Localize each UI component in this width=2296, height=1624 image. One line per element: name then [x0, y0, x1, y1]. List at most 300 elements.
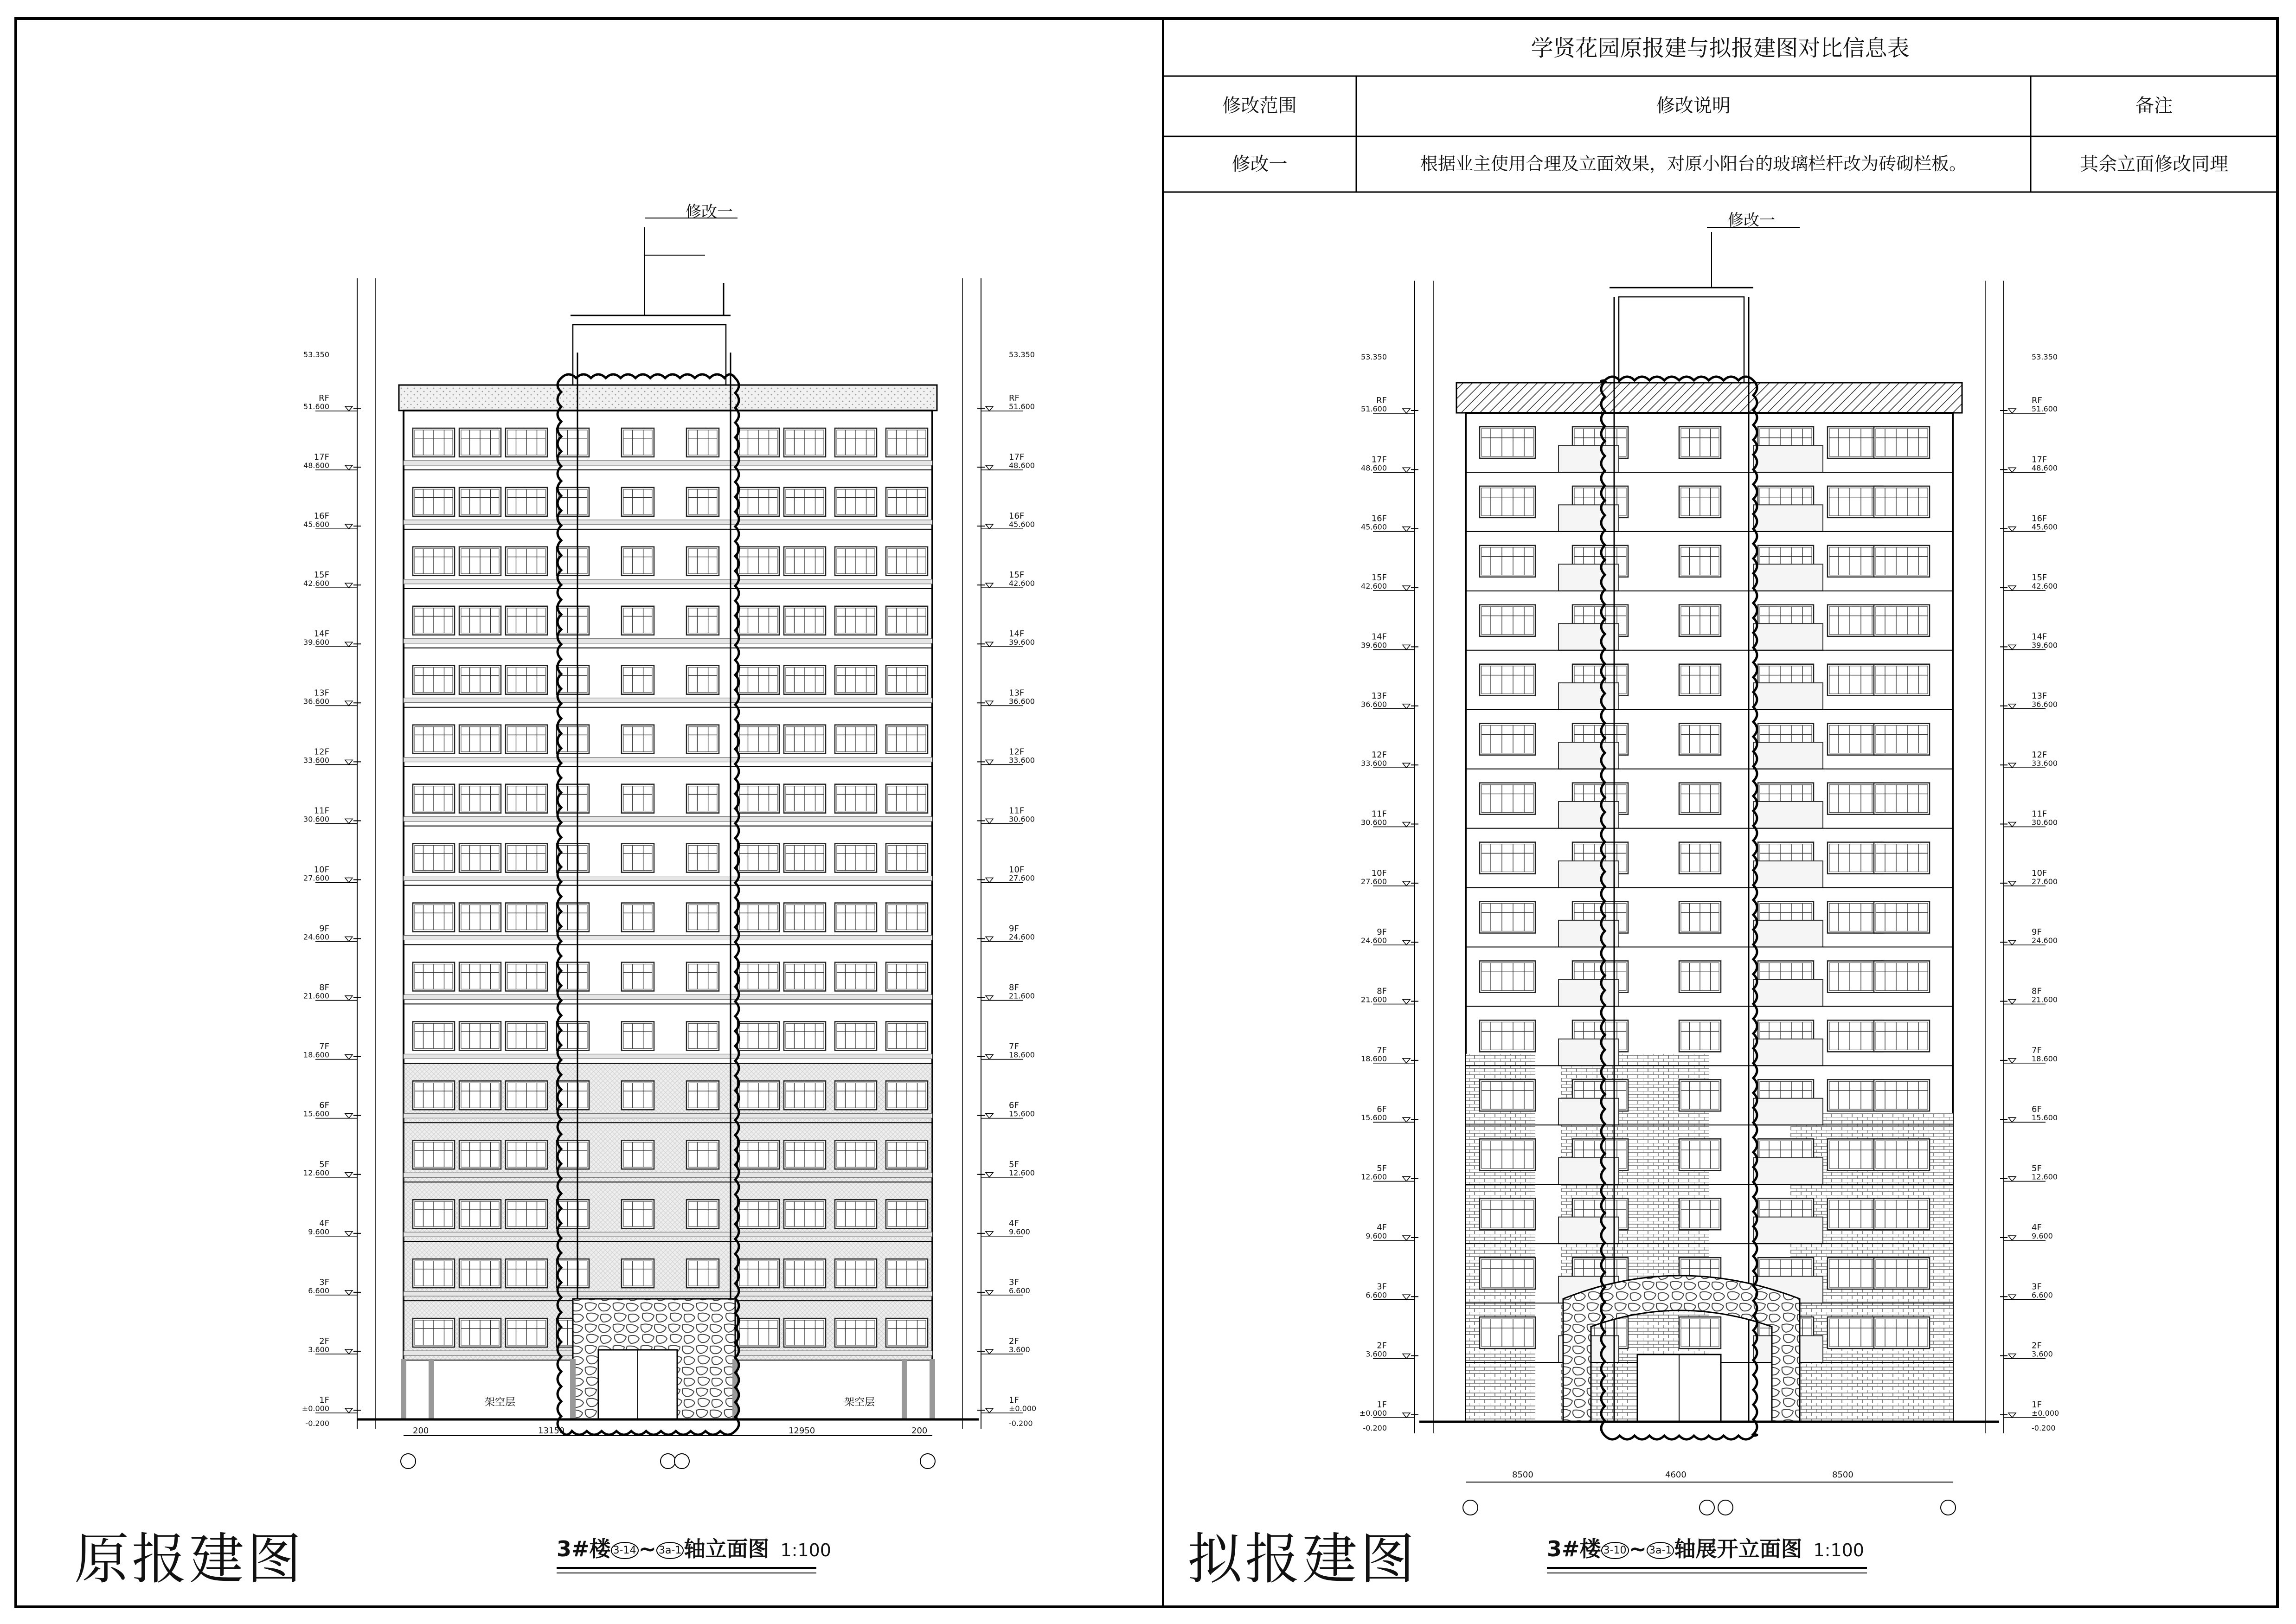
brick-balcony-parapet	[1558, 861, 1619, 888]
level-triangle	[986, 996, 993, 1001]
floor-level-label: 48.600	[2032, 463, 2058, 473]
floor-level-label: 42.600	[303, 579, 329, 588]
level-triangle	[1403, 704, 1410, 709]
window	[622, 547, 654, 576]
brick-balcony-parapet	[1558, 445, 1619, 472]
floor-level-label: 15.600	[1009, 1109, 1035, 1118]
window	[686, 1259, 719, 1288]
level-triangle	[2008, 1413, 2016, 1418]
floor-level-label: 24.600	[1009, 932, 1035, 942]
level-triangle	[2008, 881, 2016, 886]
level-triangle	[345, 760, 353, 764]
floor-name-label: 7F	[1009, 1041, 1019, 1052]
window	[622, 1200, 654, 1228]
floor-level-label: 9.600	[2032, 1231, 2053, 1240]
floor-name-label: 16F	[314, 511, 329, 521]
floor-name-label: RF	[1376, 396, 1387, 405]
floor-level-label: 33.600	[1009, 756, 1035, 765]
window	[1874, 605, 1930, 636]
caption-prefix: 3#楼	[557, 1536, 611, 1561]
floor-name-label: 8F	[1377, 986, 1387, 996]
floor-name-label: 14F	[2032, 632, 2047, 642]
level-triangle	[1403, 1354, 1410, 1359]
brick-balcony-parapet	[1753, 445, 1823, 472]
axis-bubble	[401, 1454, 416, 1469]
floor-level-label: 51.600	[303, 402, 329, 411]
brick-balcony-parapet	[1753, 920, 1823, 947]
stilt-column	[902, 1359, 907, 1419]
caption-prefix: 3#楼	[1547, 1536, 1601, 1561]
stilt-column	[930, 1359, 935, 1419]
floor-band	[404, 1232, 932, 1237]
level-triangle	[2008, 409, 2016, 413]
floor-level-label: 39.600	[2032, 641, 2058, 650]
axis-bubble	[1700, 1500, 1714, 1515]
window	[1480, 1139, 1535, 1170]
floor-level-label: 39.600	[1361, 641, 1387, 650]
floor-name-label: RF	[319, 393, 329, 403]
floor-level-label: 42.600	[1361, 582, 1387, 591]
floor-name-label: 13F	[1371, 691, 1387, 701]
level-triangle	[345, 1114, 353, 1118]
floor-level-label: 33.600	[2032, 759, 2058, 768]
level-triangle	[345, 583, 353, 588]
floor-band	[404, 520, 932, 525]
level-triangle	[345, 1055, 353, 1059]
right-panel-title: 拟报建图	[1187, 1527, 1418, 1591]
floor-name-label: 15F	[1009, 570, 1025, 580]
window	[1874, 961, 1930, 992]
floor-level-label: ±0.000	[1359, 1409, 1387, 1418]
window	[1874, 1258, 1930, 1289]
floor-level-label: 42.600	[1009, 579, 1035, 588]
floor-band	[404, 1054, 932, 1059]
floor-name-label: 8F	[2032, 986, 2042, 996]
floor-name-label: 3F	[319, 1277, 329, 1287]
floor-level-label: 12.600	[303, 1168, 329, 1177]
brick-balcony-parapet	[1753, 505, 1823, 532]
window	[686, 903, 719, 932]
floor-level-label: 45.600	[303, 520, 329, 529]
brick-balcony-parapet	[1558, 683, 1619, 710]
level-triangle	[986, 524, 993, 529]
brick-balcony-parapet	[1753, 861, 1823, 888]
stilt-column	[429, 1359, 434, 1419]
floor-name-label: 9F	[1377, 927, 1387, 937]
floor-level-label: 3.600	[1009, 1345, 1030, 1354]
level-triangle	[345, 1349, 353, 1354]
floor-name-label: 5F	[1377, 1163, 1387, 1174]
ground-level-label: -0.200	[305, 1419, 329, 1428]
ground-level-label: -0.200	[2032, 1424, 2056, 1432]
floor-name-label: RF	[2032, 396, 2042, 405]
floor-level-label: 12.600	[2032, 1172, 2058, 1181]
level-triangle	[986, 1055, 993, 1059]
window	[1874, 1020, 1930, 1052]
floor-level-label: 30.600	[1009, 815, 1035, 824]
floor-name-label: 7F	[319, 1041, 329, 1052]
left-panel-title: 原报建图	[74, 1527, 305, 1591]
floor-name-label: 6F	[1009, 1100, 1019, 1110]
floor-level-label: 21.600	[303, 991, 329, 1001]
window	[1874, 486, 1930, 518]
axis-b: 3a-1	[656, 1542, 684, 1559]
axis-a: 3-10	[1601, 1542, 1629, 1559]
floor-band	[404, 1291, 932, 1296]
floor-level-label: 9.600	[1366, 1231, 1387, 1240]
level-triangle	[345, 524, 353, 529]
floor-level-label: 9.600	[308, 1227, 329, 1236]
level-triangle	[1403, 881, 1410, 886]
brick-balcony-parapet	[1558, 802, 1619, 828]
top-level-label: 53.350	[1361, 353, 1387, 361]
floor-level-label: 15.600	[303, 1109, 329, 1118]
level-triangle	[2008, 940, 2016, 945]
window	[1480, 1198, 1535, 1230]
floor-level-label: 3.600	[1366, 1349, 1387, 1359]
level-triangle	[345, 1290, 353, 1295]
level-triangle	[986, 406, 993, 411]
window	[1480, 1258, 1535, 1289]
window	[622, 1259, 654, 1288]
floor-name-label: 4F	[2032, 1222, 2042, 1232]
window	[622, 903, 654, 932]
level-triangle	[345, 819, 353, 823]
level-triangle	[986, 760, 993, 764]
floor-name-label: 6F	[2032, 1104, 2042, 1115]
window	[622, 1081, 654, 1110]
level-triangle	[2008, 1236, 2016, 1240]
window	[686, 1021, 719, 1050]
floor-name-label: 4F	[1009, 1218, 1019, 1228]
floor-name-label: 1F	[2032, 1400, 2042, 1410]
level-triangle	[1403, 645, 1410, 649]
floor-name-label: 17F	[1371, 455, 1387, 465]
floor-name-label: 13F	[314, 688, 329, 698]
floor-name-label: 12F	[1009, 747, 1025, 757]
floor-level-label: 33.600	[1361, 759, 1387, 768]
brick-balcony-parapet	[1558, 505, 1619, 532]
bottom-dim: 8500	[1832, 1470, 1853, 1480]
floor-level-label: 36.600	[303, 697, 329, 706]
floor-level-label: 6.600	[308, 1286, 329, 1295]
brick-balcony-parapet	[1753, 802, 1823, 828]
window	[622, 1140, 654, 1169]
floor-level-label: 24.600	[1361, 936, 1387, 945]
window	[1874, 1079, 1930, 1111]
window	[686, 844, 719, 873]
brick-balcony-parapet	[1558, 1039, 1619, 1066]
caption-scale: 1:100	[780, 1540, 831, 1560]
level-triangle	[345, 406, 353, 411]
window	[686, 1140, 719, 1169]
level-triangle	[1403, 1295, 1410, 1299]
brick-balcony-parapet	[1558, 623, 1619, 650]
roof-tile-band	[1456, 383, 1962, 413]
floor-name-label: 6F	[319, 1100, 329, 1110]
brick-balcony-parapet	[1558, 1158, 1619, 1185]
floor-level-label: 24.600	[2032, 936, 2058, 945]
level-triangle	[1403, 1413, 1410, 1418]
ground-level-label: -0.200	[1363, 1424, 1387, 1432]
floor-level-label: 6.600	[2032, 1290, 2053, 1300]
floor-level-label: 33.600	[303, 756, 329, 765]
axis-bubble	[674, 1454, 689, 1469]
floor-name-label: 6F	[1377, 1104, 1387, 1115]
bottom-dim: 200	[413, 1426, 429, 1436]
level-triangle	[1403, 1236, 1410, 1240]
level-triangle	[986, 937, 993, 942]
floor-level-label: ±0.000	[1009, 1404, 1037, 1413]
window	[1874, 546, 1930, 577]
floor-level-label: 18.600	[303, 1050, 329, 1059]
window	[1874, 664, 1930, 696]
floor-name-label: 12F	[2032, 750, 2047, 760]
bottom-dim: 13150	[538, 1426, 565, 1436]
floor-band	[404, 698, 932, 703]
floor-level-label: 18.600	[1361, 1054, 1387, 1063]
left-caption-underline	[557, 1567, 816, 1569]
window	[622, 428, 654, 457]
level-triangle	[2008, 1117, 2016, 1122]
floor-name-label: 2F	[2032, 1341, 2042, 1351]
brick-balcony-parapet	[1558, 980, 1619, 1007]
level-triangle	[986, 1408, 993, 1413]
window	[1874, 1198, 1930, 1230]
floor-level-label: ±0.000	[301, 1404, 329, 1413]
floor-level-label: 30.600	[2032, 818, 2058, 827]
level-triangle	[1403, 527, 1410, 532]
floor-name-label: RF	[1009, 393, 1020, 403]
axis-bubble	[661, 1454, 675, 1469]
window	[1874, 842, 1930, 874]
level-triangle	[1403, 1000, 1410, 1004]
window	[1874, 427, 1930, 458]
floor-name-label: 10F	[314, 865, 329, 875]
floor-name-label: 17F	[2032, 455, 2047, 465]
floor-level-label: 21.600	[1361, 995, 1387, 1004]
floor-level-label: 30.600	[303, 815, 329, 824]
level-triangle	[345, 1173, 353, 1177]
window	[1480, 783, 1535, 815]
window	[1480, 724, 1535, 755]
level-triangle	[1403, 586, 1410, 591]
floor-level-label: 45.600	[2032, 522, 2058, 532]
brick-balcony-parapet	[1753, 1217, 1823, 1244]
floor-level-label: 48.600	[1009, 461, 1035, 470]
floor-name-label: 1F	[1377, 1400, 1387, 1410]
floor-name-label: 4F	[1377, 1222, 1387, 1232]
floor-name-label: 16F	[1371, 514, 1387, 524]
level-triangle	[986, 1232, 993, 1236]
window	[1480, 427, 1535, 458]
level-triangle	[345, 465, 353, 470]
ground-label: 架空层	[485, 1397, 516, 1408]
window	[1480, 546, 1535, 577]
table-row-description: 根据业主使用合理及立面效果，对原小阳台的玻璃栏杆改为砖砌栏板。	[1420, 154, 1967, 174]
floor-name-label: 12F	[314, 747, 329, 757]
window	[622, 844, 654, 873]
floor-name-label: 15F	[2032, 573, 2047, 583]
floor-level-label: 51.600	[1361, 404, 1387, 413]
floor-name-label: 11F	[2032, 809, 2047, 819]
window	[686, 962, 719, 991]
floor-level-label: 48.600	[303, 461, 329, 470]
comparison-table-title: 学贤花园原报建与拟报建图对比信息表	[1531, 35, 1910, 61]
floor-level-label: 39.600	[303, 638, 329, 647]
window	[622, 666, 654, 694]
level-triangle	[2008, 1354, 2016, 1359]
level-triangle	[2008, 1295, 2016, 1299]
floor-level-label: 36.600	[1361, 700, 1387, 709]
caption-scale: 1:100	[1813, 1540, 1864, 1560]
floor-name-label: 13F	[1009, 688, 1025, 698]
floor-name-label: 15F	[1371, 573, 1387, 583]
level-triangle	[345, 642, 353, 647]
window	[622, 725, 654, 754]
floor-band	[404, 579, 932, 584]
floor-name-label: 5F	[319, 1159, 329, 1169]
brick-balcony-parapet	[1558, 920, 1619, 947]
table-header-description: 修改说明	[1656, 95, 1731, 116]
top-level-label: 53.350	[2032, 353, 2058, 361]
revision-tag-right: 修改一	[1728, 211, 1775, 230]
roof-parapet	[399, 385, 937, 411]
level-triangle	[345, 996, 353, 1001]
level-triangle	[2008, 586, 2016, 591]
level-triangle	[1403, 468, 1410, 472]
floor-level-label: 51.600	[1009, 402, 1035, 411]
brick-balcony-parapet	[1558, 564, 1619, 591]
floor-level-label: 18.600	[2032, 1054, 2058, 1063]
window	[686, 547, 719, 576]
table-row-scope: 修改一	[1231, 154, 1288, 175]
level-triangle	[2008, 645, 2016, 649]
level-triangle	[986, 1290, 993, 1295]
brick-balcony-parapet	[1558, 1098, 1619, 1125]
floor-name-label: 14F	[314, 629, 329, 639]
window	[1480, 961, 1535, 992]
floor-name-label: 16F	[2032, 514, 2047, 524]
floor-name-label: 7F	[2032, 1045, 2042, 1055]
revision-tag-left: 修改一	[686, 203, 733, 221]
floor-name-label: 10F	[1371, 868, 1387, 878]
window	[1874, 783, 1930, 815]
window	[686, 666, 719, 694]
floor-name-label: 17F	[1009, 452, 1025, 462]
floor-level-label: 3.600	[308, 1345, 329, 1354]
level-triangle	[2008, 822, 2016, 827]
floor-level-label: 15.600	[2032, 1113, 2058, 1123]
level-triangle	[986, 1114, 993, 1118]
table-header-remark: 备注	[2136, 95, 2173, 116]
window	[1480, 1317, 1535, 1348]
floor-level-label: 6.600	[1009, 1286, 1030, 1295]
level-triangle	[986, 583, 993, 588]
brick-balcony-parapet	[1558, 742, 1619, 769]
floor-name-label: 11F	[314, 806, 329, 816]
level-triangle	[2008, 1000, 2016, 1004]
axis-bubble	[1718, 1500, 1733, 1515]
left-elevation-drawing	[357, 218, 979, 1469]
floor-name-label: 1F	[319, 1395, 329, 1405]
brick-balcony-parapet	[1753, 742, 1823, 769]
bottom-dim: 12950	[789, 1426, 815, 1436]
floor-level-label: 3.600	[2032, 1349, 2053, 1359]
floor-band	[404, 1113, 932, 1118]
floor-level-label: 45.600	[1009, 520, 1035, 529]
ground-label: 架空层	[844, 1397, 875, 1408]
floor-name-label: 14F	[1371, 632, 1387, 642]
level-triangle	[345, 701, 353, 706]
level-triangle	[1403, 822, 1410, 827]
window	[1874, 902, 1930, 933]
top-level-label: 53.350	[1009, 350, 1035, 359]
floor-level-label: 18.600	[1009, 1050, 1035, 1059]
level-triangle	[1403, 409, 1410, 413]
level-triangle	[1403, 1059, 1410, 1063]
level-triangle	[986, 465, 993, 470]
floor-level-label: 27.600	[1361, 877, 1387, 886]
level-triangle	[345, 1232, 353, 1236]
floor-name-label: 3F	[1377, 1282, 1387, 1292]
level-triangle	[986, 878, 993, 882]
window	[686, 1081, 719, 1110]
window	[622, 488, 654, 516]
right-elevation-drawing	[1419, 227, 1999, 1515]
table-row-remark: 其余立面修改同理	[2080, 154, 2228, 175]
axis-bubble	[1463, 1500, 1478, 1515]
floor-name-label: 8F	[1009, 982, 1019, 993]
floor-name-label: 13F	[2032, 691, 2047, 701]
floor-name-label: 9F	[319, 924, 329, 934]
floor-name-label: 3F	[1009, 1277, 1019, 1287]
bottom-dim: 200	[911, 1426, 928, 1436]
floor-name-label: 16F	[1009, 511, 1025, 521]
floor-level-label: 24.600	[303, 932, 329, 942]
floor-name-label: 5F	[2032, 1163, 2042, 1174]
brick-balcony-parapet	[1753, 564, 1823, 591]
floor-level-label: 51.600	[2032, 404, 2058, 413]
ground-level-label: -0.200	[1009, 1419, 1033, 1428]
window	[686, 606, 719, 635]
level-triangle	[345, 937, 353, 942]
floor-name-label: 14F	[1009, 629, 1025, 639]
floor-band	[404, 817, 932, 822]
floor-band	[404, 461, 932, 465]
floor-level-label: 6.600	[1366, 1290, 1387, 1300]
window	[686, 488, 719, 516]
brick-balcony-parapet	[1558, 1217, 1619, 1244]
floor-name-label: 12F	[1371, 750, 1387, 760]
window	[1480, 842, 1535, 874]
axis-a: 3-14	[611, 1542, 639, 1559]
floor-name-label: 11F	[1009, 806, 1025, 816]
floor-name-label: 15F	[314, 570, 329, 580]
floor-name-label: 2F	[1009, 1336, 1019, 1346]
stilt-column	[401, 1359, 406, 1419]
floor-level-label: 27.600	[2032, 877, 2058, 886]
floor-name-label: 11F	[1371, 809, 1387, 819]
window	[1480, 486, 1535, 518]
floor-level-label: ±0.000	[2032, 1409, 2059, 1418]
floor-level-label: 42.600	[2032, 582, 2058, 591]
top-level-label: 53.350	[303, 350, 329, 359]
floor-band	[404, 935, 932, 940]
brick-balcony-parapet	[1753, 623, 1823, 650]
window	[1480, 1020, 1535, 1052]
floor-level-label: 36.600	[1009, 697, 1035, 706]
